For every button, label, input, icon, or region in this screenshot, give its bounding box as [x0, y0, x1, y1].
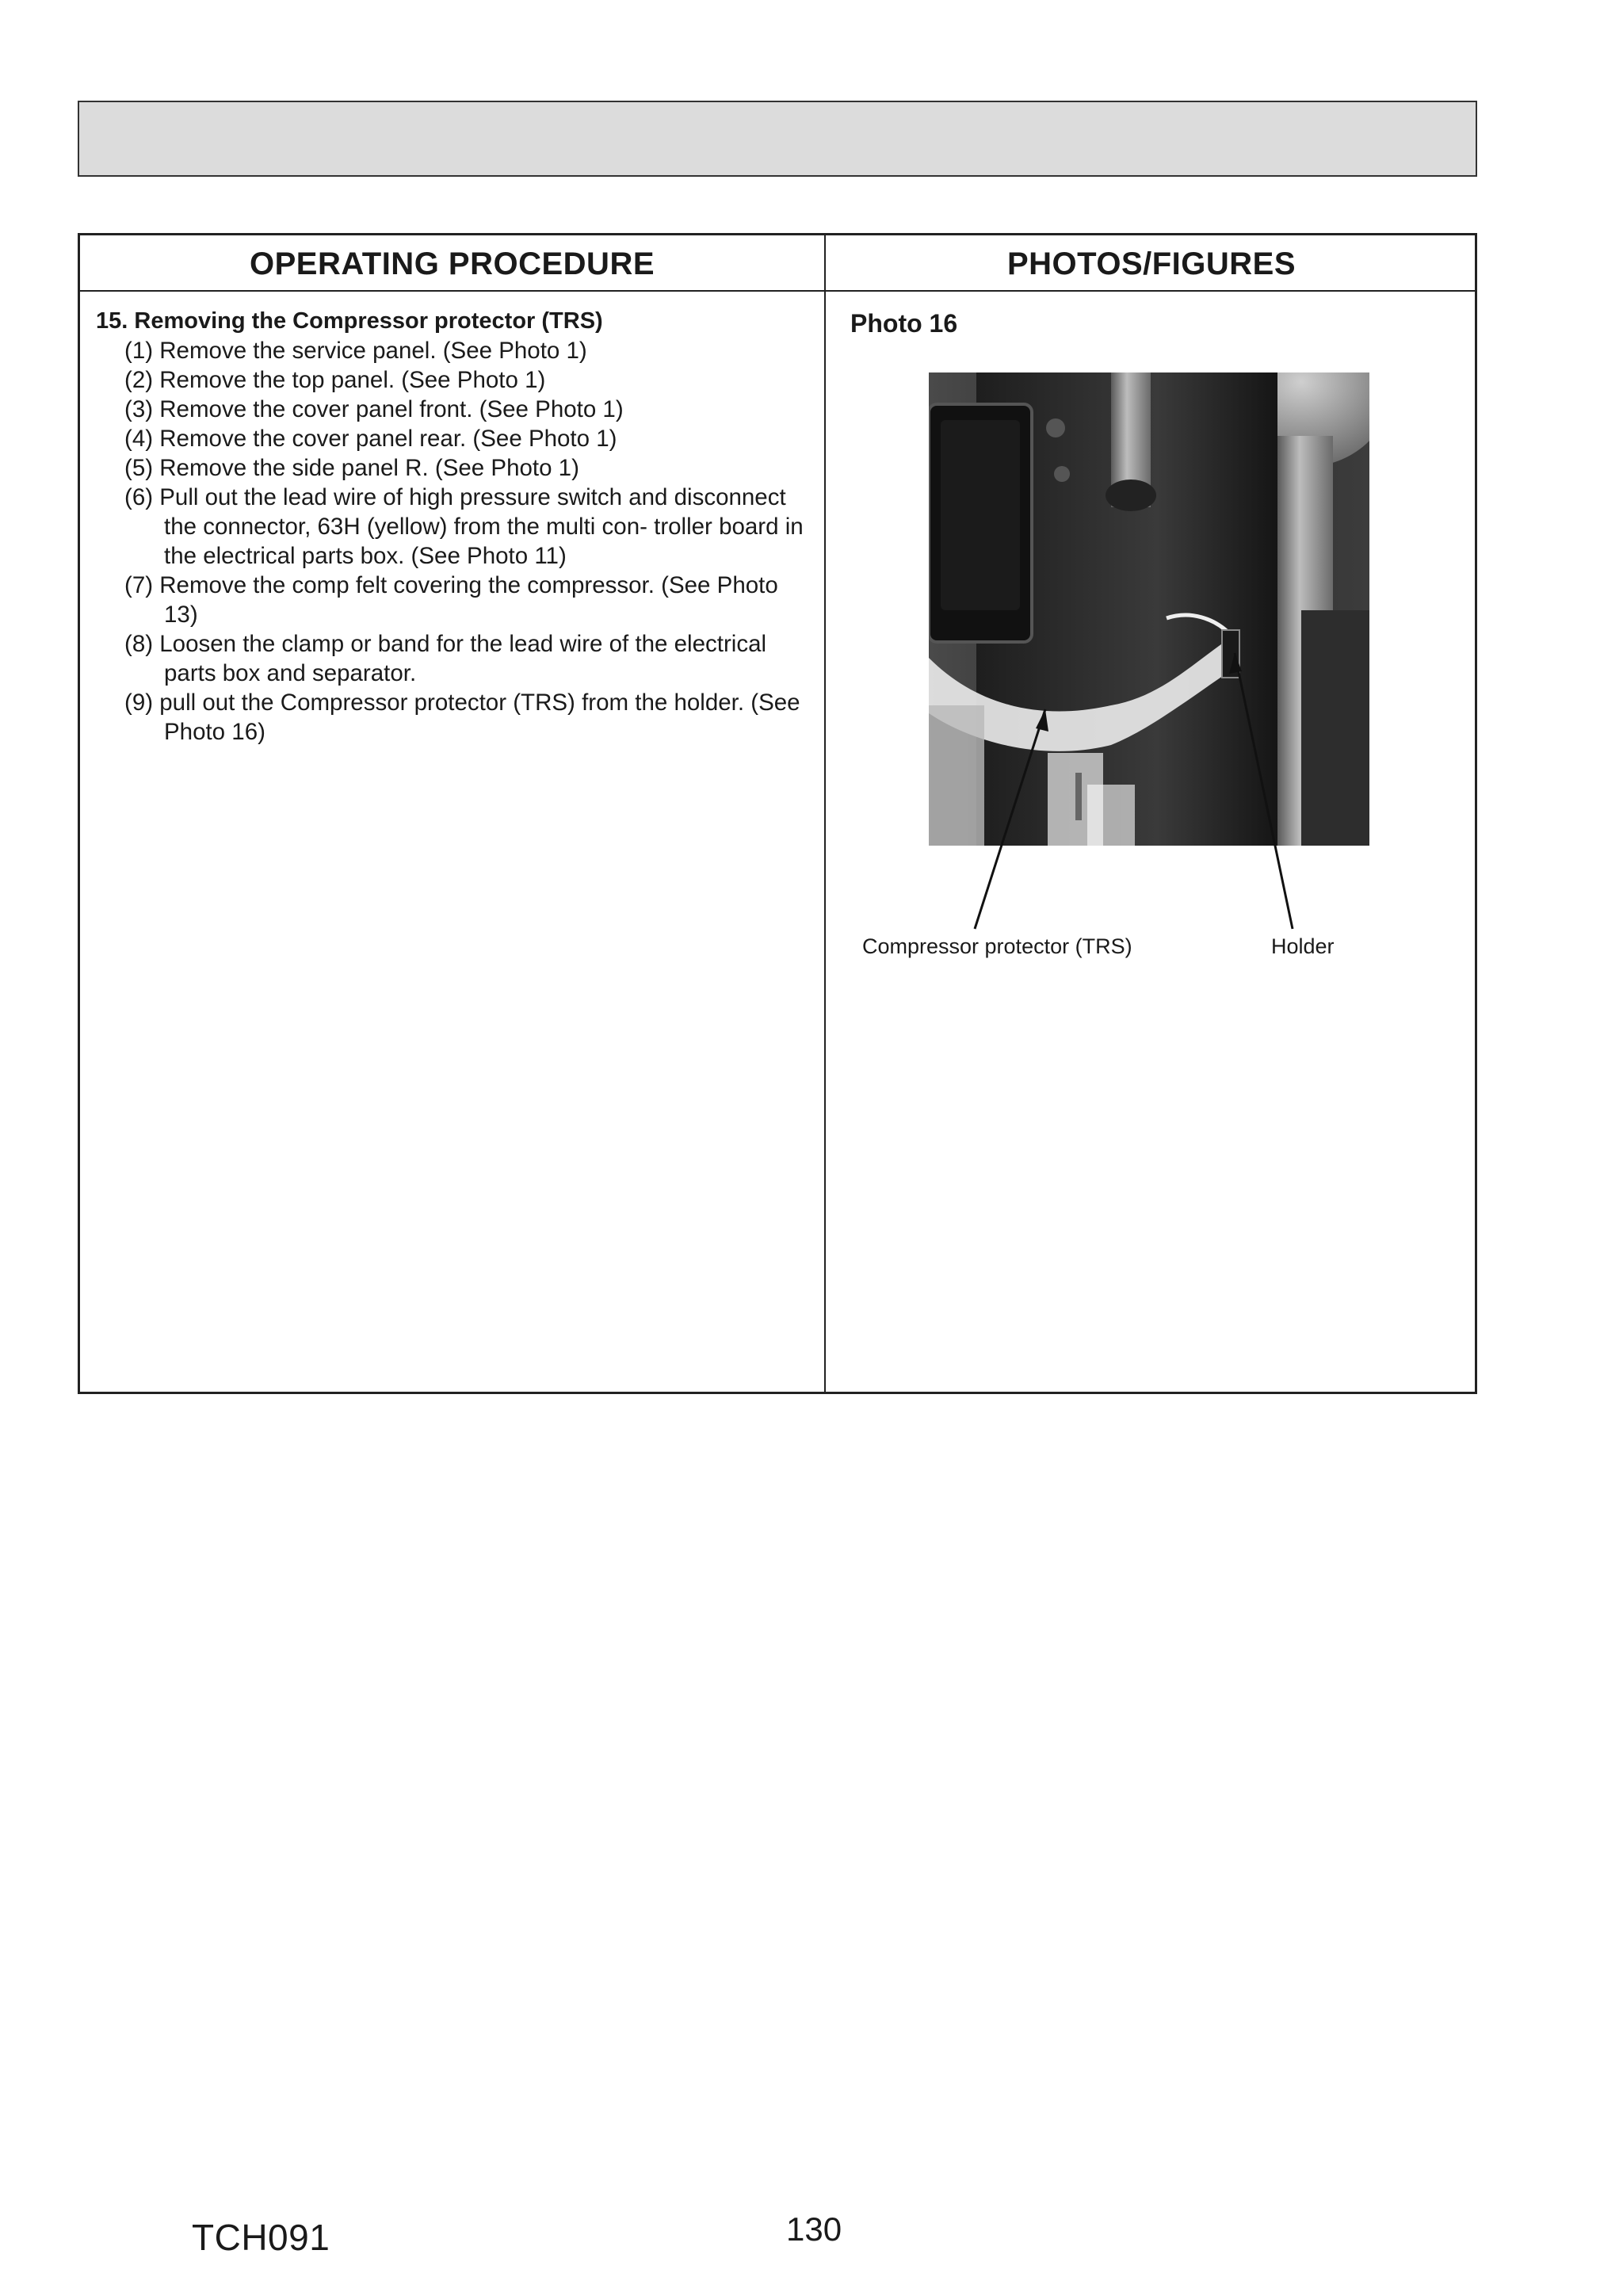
header-row-divider	[80, 290, 1475, 292]
page-number: 130	[786, 2210, 842, 2248]
photo-label: Photo 16	[850, 309, 958, 338]
procedure-table	[78, 233, 1477, 1394]
procedure-title: 15. Removing the Compressor protector (TRS)	[96, 308, 603, 334]
compressor-photo	[929, 372, 1369, 846]
procedure-steps	[96, 336, 817, 747]
procedure-step-9: (9) pull out the Compressor protector (TRS) from the holder. (See Photo 16)	[124, 690, 800, 745]
procedure-step-6: (6) Pull out the lead wire of high pressure switch and disconnect the connector, 63H (yellow) from the multi con- troller board in the electrical parts box. (See Photo 11)	[124, 484, 804, 569]
procedure-step-2: (2) Remove the top panel. (See Photo 1)	[124, 367, 546, 393]
trs-callout-label: Compressor protector (TRS)	[862, 934, 1132, 958]
holder-callout-label: Holder	[1271, 934, 1335, 958]
procedure-step-3: (3) Remove the cover panel front. (See Photo 1)	[124, 396, 624, 422]
procedure-step-5: (5) Remove the side panel R. (See Photo 1)	[124, 455, 579, 481]
column-divider	[824, 235, 826, 1392]
document-code: TCH091	[192, 2217, 330, 2258]
header-bar	[78, 101, 1477, 177]
operating-procedure-header: OPERATING PROCEDURE	[249, 246, 655, 281]
procedure-step-7: (7) Remove the comp felt covering the compressor. (See Photo 13)	[124, 572, 778, 628]
procedure-step-4: (4) Remove the cover panel rear. (See Photo 1)	[124, 426, 617, 452]
procedure-step-8: (8) Loosen the clamp or band for the lead wire of the electrical parts box and separator.	[124, 631, 767, 686]
procedure-step-1: (1) Remove the service panel. (See Photo 1)	[124, 338, 587, 364]
photos-figures-header: PHOTOS/FIGURES	[1006, 246, 1296, 281]
procedure-text	[96, 307, 817, 747]
